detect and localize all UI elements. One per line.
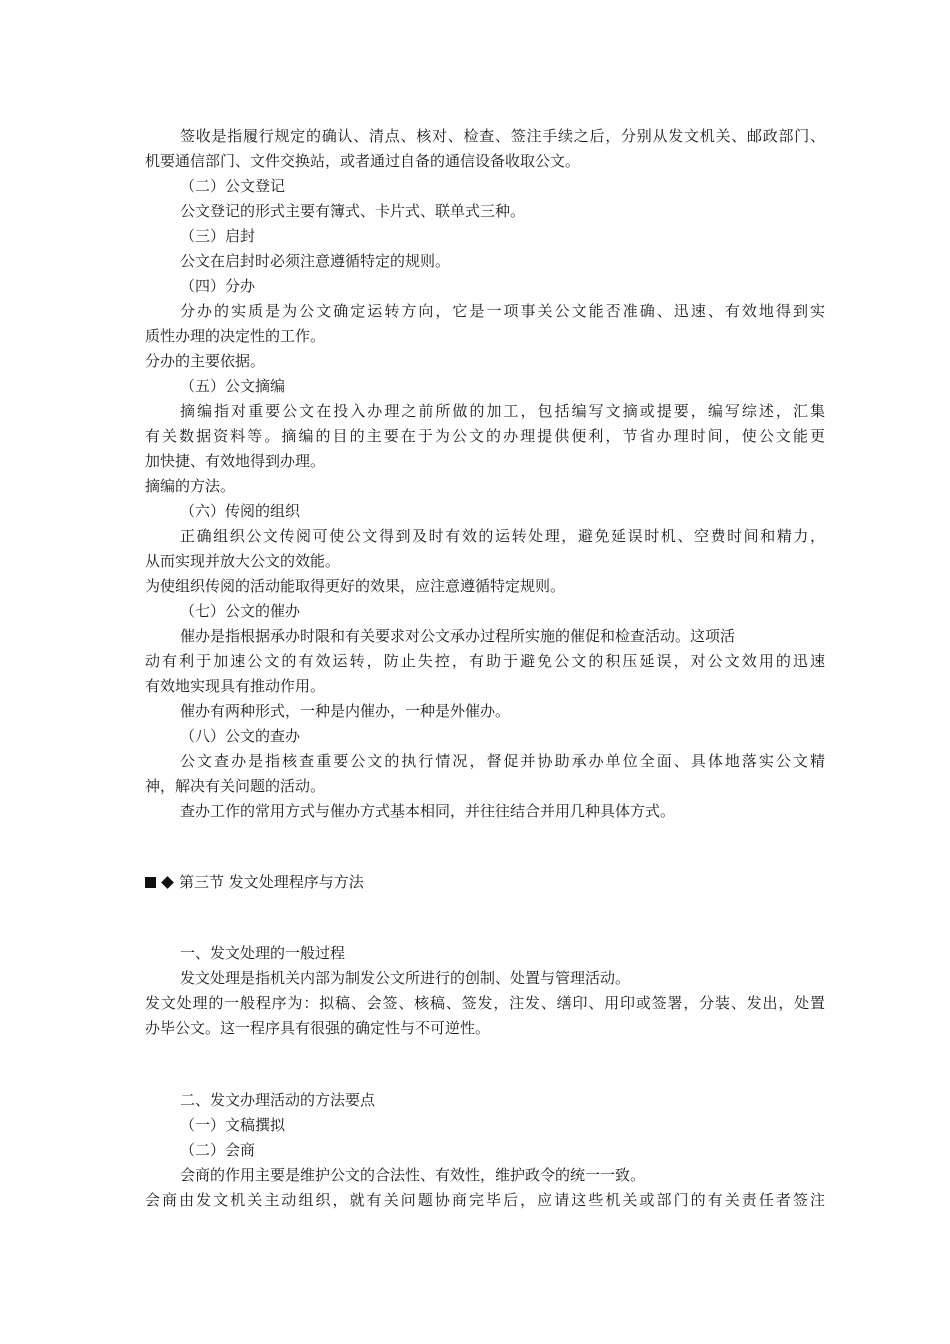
paragraph-line: 签收是指履行规定的确认、清点、核对、检查、签注手续之后，分别从发文机关、邮政部门、 [180,127,825,145]
section-heading [145,872,825,892]
subheading: （六）传阅的组织 [180,502,301,520]
paragraph-line: 有关数据资料等。摘编的目的主要在于为公文的办理提供便利，节省办理时间，使公文能更 [145,427,825,445]
paragraph-line: 办毕公文。这一程序具有很强的确定性与不可逆性。 [145,1019,491,1037]
paragraph-line: 分办的实质是为公文确定运转方向，它是一项事关公文能否准确、迅速、有效地得到实 [180,302,825,320]
paragraph-line: 公文登记的形式主要有簿式、卡片式、联单式三种。 [180,202,526,220]
diamond-bullet-icon [161,876,174,889]
paragraph-line: 发文处理是指机关内部为制发公文所进行的创制、处置与管理活动。 [180,969,631,987]
paragraph-line: 从而实现并放大公文的效能。 [145,552,341,570]
subheading: （二）会商 [180,1141,256,1159]
paragraph-line: 为使组织传阅的活动能取得更好的效果，应注意遵循特定规则。 [145,577,566,595]
paragraph-line: 动有利于加速公文的有效运转，防止失控，有助于避免公文的积压延误，对公文效用的迅速 [145,652,825,670]
subheading: （一）文稿撰拟 [180,1116,286,1134]
section-heading-text: 第三节 发文处理程序与方法 [179,873,364,891]
square-bullet-icon [145,877,156,888]
paragraph-line: 发文处理的一般程序为：拟稿、会签、核稿、签发，注发、缮印、用印或签署，分装、发出，处置 [145,994,825,1012]
subheading: （四）分办 [180,277,256,295]
subheading: （三）启封 [180,227,256,245]
subheading: （七）公文的催办 [180,602,301,620]
subheading: （八）公文的查办 [180,727,301,745]
paragraph-line: 催办有两种形式，一种是内催办，一种是外催办。 [180,702,511,720]
paragraph-line: 催办是指根据承办时限和有关要求对公文承办过程所实施的催促和检查活动。这项活 [180,627,736,645]
subheading: （二）公文登记 [180,177,286,195]
paragraph-line: 有效地实现具有推动作用。 [145,677,326,695]
paragraph-line: 公文查办是指核查重要公文的执行情况，督促并协助承办单位全面、具体地落实公文精 [180,752,825,770]
paragraph-line: 会商由发文机关主动组织，就有关问题协商完毕后，应请这些机关或部门的有关责任者签注 [145,1191,825,1209]
subheading: （五）公文摘编 [180,377,286,395]
paragraph-line: 摘编指对重要公文在投入办理之前所做的加工，包括编写文摘或提要，编写综述，汇集 [180,402,825,420]
paragraph-line: 公文在启封时必须注意遵循特定的规则。 [180,252,451,270]
paragraph-line: 神，解决有关问题的活动。 [145,777,326,795]
subheading: 二、发文办理活动的方法要点 [180,1091,376,1109]
paragraph-line: 质性办理的决定性的工作。 [145,327,326,345]
subheading: 一、发文处理的一般过程 [180,944,346,962]
paragraph-line: 分办的主要依据。 [145,352,266,370]
paragraph-line: 查办工作的常用方式与催办方式基本相同，并往往结合并用几种具体方式。 [180,802,676,820]
paragraph-line: 摘编的方法。 [145,477,236,495]
paragraph-line: 机要通信部门、文件交换站，或者通过自备的通信设备收取公文。 [145,152,581,170]
paragraph-line: 正确组织公文传阅可使公文得到及时有效的运转处理，避免延误时机、空费时间和精力， [180,527,825,545]
paragraph-line: 加快捷、有效地得到办理。 [145,452,326,470]
paragraph-line: 会商的作用主要是维护公文的合法性、有效性，维护政令的统一一致。 [180,1166,646,1184]
